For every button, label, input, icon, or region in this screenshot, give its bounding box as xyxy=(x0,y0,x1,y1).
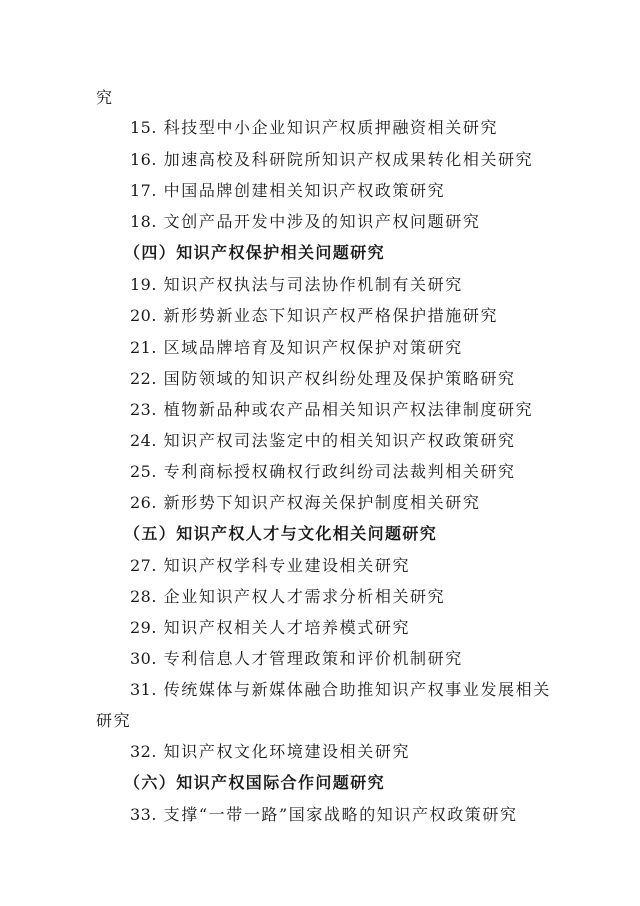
item-text: 中国品牌创建相关知识产权政策研究 xyxy=(163,181,446,200)
list-item xyxy=(130,275,463,295)
list-item xyxy=(130,212,480,232)
item-number: 24. xyxy=(130,431,157,450)
item-number: 20. xyxy=(130,306,157,325)
list-item xyxy=(130,369,516,389)
item-number: 32. xyxy=(130,742,157,761)
item-text: 新形势新业态下知识产权严格保护措施研究 xyxy=(163,306,499,325)
list-item xyxy=(130,431,516,451)
item-text: 加速高校及科研院所知识产权成果转化相关研究 xyxy=(163,150,534,169)
item-text: 知识产权司法鉴定中的相关知识产权政策研究 xyxy=(163,431,516,450)
list-item xyxy=(130,618,410,638)
item-text: 植物新品种或农产品相关知识产权法律制度研究 xyxy=(163,400,534,419)
list-item xyxy=(130,680,551,700)
item-number: 19. xyxy=(130,275,157,294)
list-item xyxy=(130,742,410,762)
item-text: 知识产权学科专业建设相关研究 xyxy=(163,556,411,575)
item-text: 科技型中小企业知识产权质押融资相关研究 xyxy=(163,118,499,137)
item-number: 33. xyxy=(130,805,157,824)
list-item xyxy=(130,181,445,201)
list-item xyxy=(130,587,445,607)
list-item xyxy=(130,400,533,420)
list-item xyxy=(130,118,498,138)
list-item xyxy=(130,805,518,825)
item-number: 21. xyxy=(130,338,157,357)
item-number: 27. xyxy=(130,556,157,575)
item-text: 专利商标授权确权行政纠纷司法裁判相关研究 xyxy=(163,462,516,481)
continuation-text: 究 xyxy=(96,88,114,107)
item-number: 30. xyxy=(130,649,157,668)
list-item xyxy=(130,462,516,482)
section-heading: （四）知识产权保护相关问题研究 xyxy=(124,243,386,262)
item-text: 知识产权文化环境建设相关研究 xyxy=(163,742,411,761)
item-number: 23. xyxy=(130,400,157,419)
item-number: 22. xyxy=(130,369,157,388)
item-text: 支撑“一带一路”国家战略的知识产权政策研究 xyxy=(163,805,518,824)
item-number: 31. xyxy=(130,680,157,699)
item-number: 16. xyxy=(130,150,157,169)
list-item xyxy=(130,306,498,326)
section-heading: （五）知识产权人才与文化相关问题研究 xyxy=(124,524,438,543)
item-number: 17. xyxy=(130,181,157,200)
list-item xyxy=(130,150,533,170)
item-text: 专利信息人才管理政策和评价机制研究 xyxy=(163,649,463,668)
item-text: 知识产权相关人才培养模式研究 xyxy=(163,618,411,637)
item-text: 传统媒体与新媒体融合助推知识产权事业发展相关 xyxy=(163,680,551,699)
item-number: 18. xyxy=(130,212,157,231)
item-number: 26. xyxy=(130,493,157,512)
item-text: 国防领域的知识产权纠纷处理及保护策略研究 xyxy=(163,369,516,388)
list-item xyxy=(130,493,480,513)
item-number: 15. xyxy=(130,118,157,137)
item-text: 文创产品开发中涉及的知识产权问题研究 xyxy=(163,212,481,231)
item-text: 知识产权执法与司法协作机制有关研究 xyxy=(163,275,463,294)
list-item xyxy=(130,556,410,576)
list-item xyxy=(130,338,463,358)
item-text: 企业知识产权人才需求分析相关研究 xyxy=(163,587,446,606)
section-heading: （六）知识产权国际合作问题研究 xyxy=(124,773,386,792)
item-text: 新形势下知识产权海关保护制度相关研究 xyxy=(163,493,481,512)
continuation-text: 研究 xyxy=(96,711,132,730)
item-number: 29. xyxy=(130,618,157,637)
list-item xyxy=(130,649,463,669)
item-number: 25. xyxy=(130,462,157,481)
item-number: 28. xyxy=(130,587,157,606)
item-text: 区域品牌培育及知识产权保护对策研究 xyxy=(163,338,463,357)
